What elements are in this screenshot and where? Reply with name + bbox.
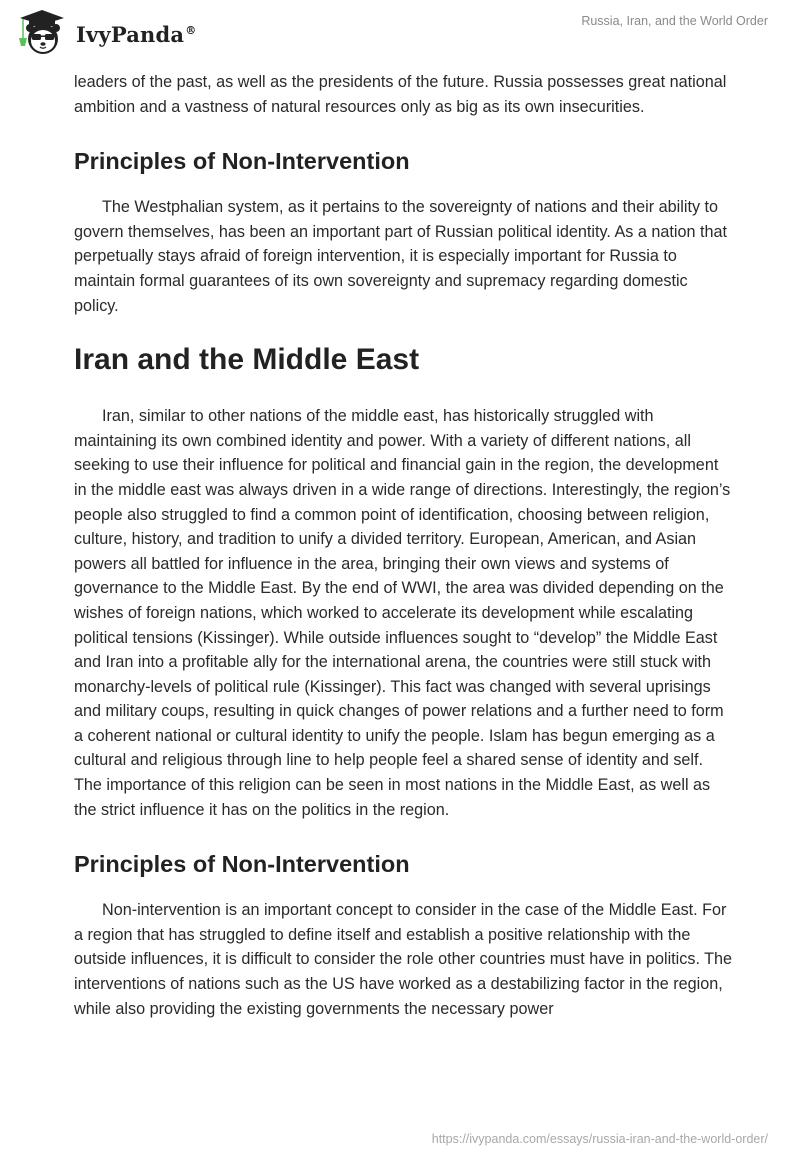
section-paragraph: The Westphalian system, as it pertains to the sovereignty of nations and their ability to govern themselves, has been an important part of Russian political identity. As a nation that perpetually stays afraid of foreign intervention, it is especially important for Russia to maintain formal guarantees of its own sovereignty and supremacy regarding domestic policy. (74, 198, 727, 315)
panda-graduate-icon (16, 8, 68, 56)
section-heading-principles-2: Principles of Non-Intervention (74, 851, 410, 878)
brand-name: IvyPanda® (76, 21, 197, 47)
intro-paragraph: leaders of the past, as well as the presidents of the future. Russia possesses great national ambition and a vastness of natural resources only as big as its own insecurities. (74, 73, 727, 116)
section-heading-iran-middle-east: Iran and the Middle East (74, 343, 420, 377)
page-header (0, 0, 800, 62)
source-url[interactable]: https://ivypanda.com/essays/russia-iran-and-the-world-order/ (431, 1132, 768, 1146)
section-paragraph: Iran, similar to other nations of the middle east, has historically struggled with maintaining its own combined identity and power. With a variety of different nations, all seeking to use their influence for political and financial gain in the region, the development in the middle east was always driven in a wide range of directions. Interestingly, the region’s people also struggled to find a common point of identification, choosing between religion, culture, history, and tradition to unify a divided territory. European, American, and Asian powers all battled for influence in the area, bringing their own views and systems of governance to the Middle East. By the end of WWI, the area was divided depending on the wishes of foreign nations, which worked to accelerate its development while escalating political tensions (Kissinger). While outside influences sought to “develop” the Middle East and Iran into a profitable ally for the international arena, the countries were still stuck with monarchy-levels of political rule (Kissinger). This fact was changed with several uprisings and military coups, resulting in quick changes of power relations and a further need to form a coherent national or cultural identity to unify the people. Islam has begun emerging as a cultural and religious through line to help people feel a shared sense of identity and self. The importance of this religion can be seen in most nations in the Middle East, as well as the strict influence it has on the politics in the region. (74, 407, 731, 819)
section-heading-principles-1: Principles of Non-Intervention (74, 148, 410, 175)
document-title: Russia, Iran, and the World Order (581, 14, 768, 28)
section-paragraph: Non-intervention is an important concept to consider in the case of the Middle East. For a region that has struggled to define itself and establish a positive relationship with the outside influences, it is difficult to consider the role other countries must have in politics. The interventions of nations such as the US have worked as a destabilizing factor in the region, while also providing the existing governments the necessary power (74, 901, 733, 1018)
ivypanda-logo[interactable] (16, 8, 196, 56)
essay-content (74, 70, 734, 1021)
registered-mark: ® (185, 23, 197, 37)
